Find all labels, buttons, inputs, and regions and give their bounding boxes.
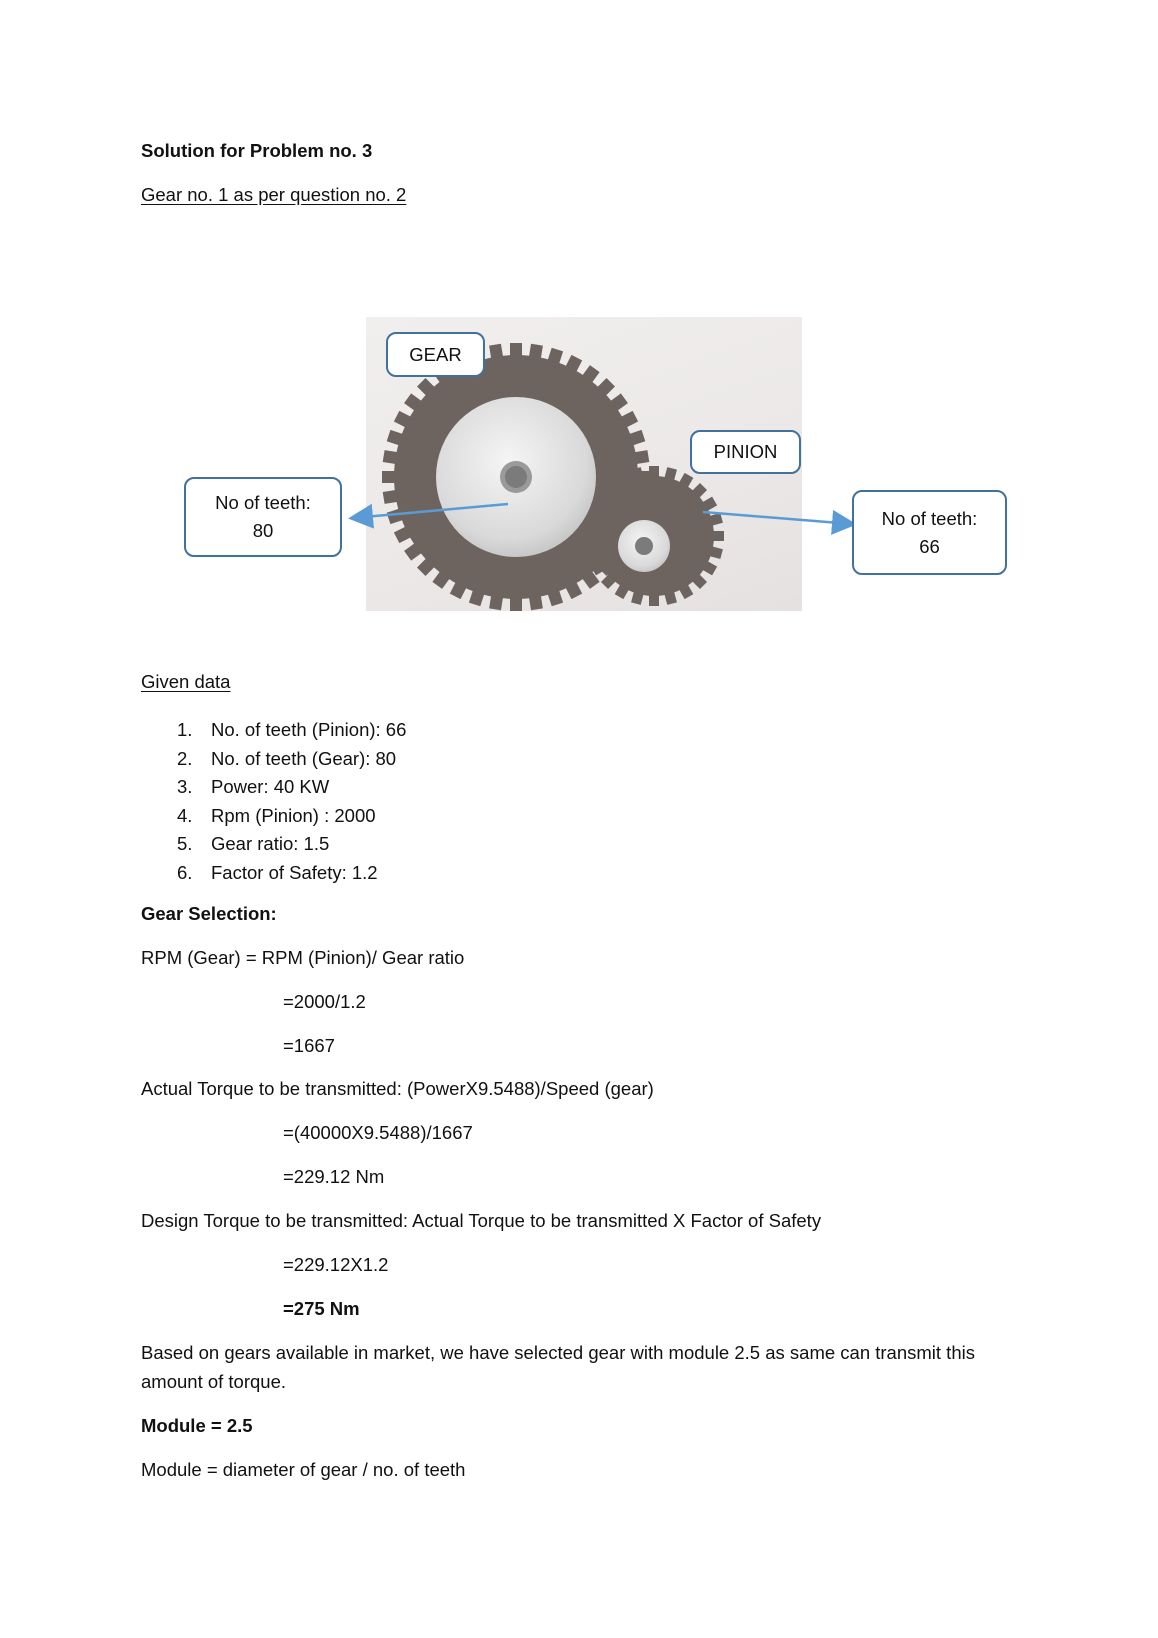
rpm-formula: RPM (Gear) = RPM (Pinion)/ Gear ratio <box>141 947 465 968</box>
gear-label: GEAR <box>409 343 462 365</box>
list-item: 6. Factor of Safety: 1.2 <box>177 861 378 883</box>
actual-torque-step-2: =229.12 Nm <box>283 1166 385 1187</box>
design-torque-step-1: =229.12X1.2 <box>283 1254 389 1275</box>
given-data-heading: Given data <box>141 671 231 692</box>
module-value: Module = 2.5 <box>141 1415 253 1436</box>
pinion-teeth-callout <box>852 490 1007 575</box>
actual-torque-step-1: =(40000X9.5488)/1667 <box>283 1122 473 1143</box>
list-item: 4. Rpm (Pinion) : 2000 <box>177 804 376 826</box>
design-torque-result: =275 Nm <box>283 1298 360 1319</box>
pinion-label: PINION <box>713 441 778 462</box>
list-item: 2. No. of teeth (Gear): 80 <box>177 747 397 769</box>
conclusion-line-1: Based on gears available in market, we have selected gear with module 2.5 as same can transmit this <box>141 1342 975 1363</box>
document-title: Solution for Problem no. 3 <box>141 140 373 161</box>
list-item: 5. Gear ratio: 1.5 <box>177 833 330 854</box>
gear-teeth-line1: No of teeth: <box>215 492 311 513</box>
pinion-arrow <box>703 512 852 524</box>
document-subtitle: Gear no. 1 as per question no. 2 <box>141 184 407 205</box>
rpm-step-2: =1667 <box>283 1035 335 1056</box>
design-torque-formula: Design Torque to be transmitted: Actual Torque to be transmitted X Factor of Safety <box>141 1210 822 1231</box>
conclusion-line-2: amount of torque. <box>141 1371 287 1392</box>
list-item: 1. No. of teeth (Pinion): 66 <box>177 719 407 740</box>
given-data-list <box>141 716 406 887</box>
list-item: 3. Power: 40 KW <box>177 776 330 797</box>
gear-arrow <box>353 504 508 518</box>
gear-selection-heading: Gear Selection: <box>141 903 277 924</box>
actual-torque-formula: Actual Torque to be transmitted: (PowerX9.5488)/Speed (gear) <box>141 1078 654 1099</box>
pinion-teeth-line2: 66 <box>919 535 940 557</box>
gear-teeth-callout <box>184 477 342 557</box>
pinion-teeth-line1: No of teeth: <box>881 507 978 529</box>
rpm-step-1: =2000/1.2 <box>283 991 366 1012</box>
gear-teeth-line2: 80 <box>252 520 274 541</box>
module-formula: Module = diameter of gear / no. of teeth <box>141 1459 466 1480</box>
gear-label-callout <box>386 332 485 377</box>
pinion-label-callout <box>690 430 801 474</box>
